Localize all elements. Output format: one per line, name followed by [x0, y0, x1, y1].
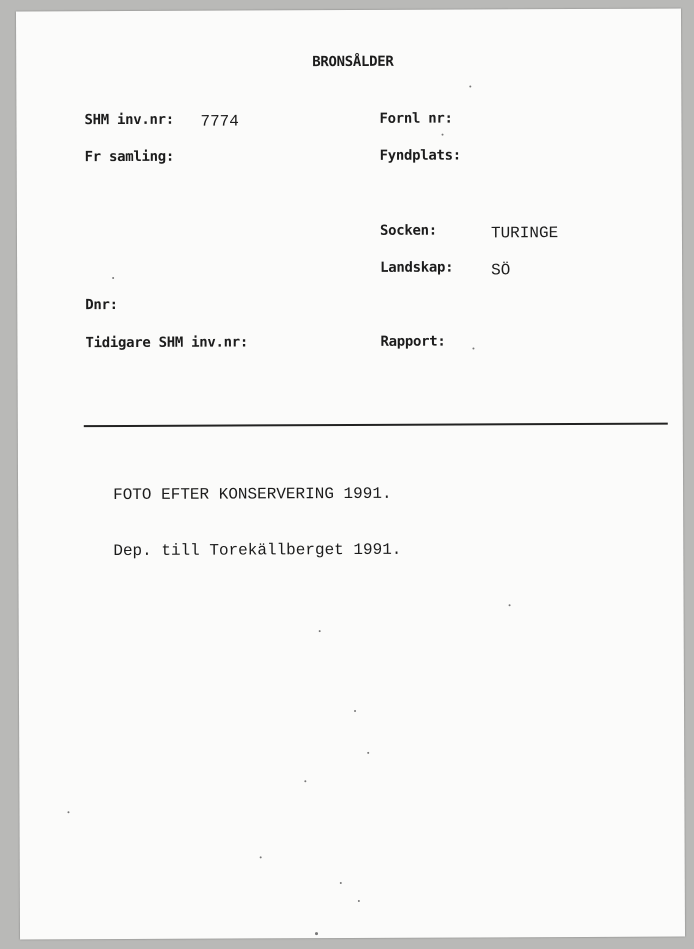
scan-speck: [260, 856, 262, 858]
scan-speck: [472, 347, 474, 349]
note-line: FOTO EFTER KONSERVERING 1991.: [113, 484, 392, 505]
scan-speck: [354, 710, 356, 712]
scan-speck: [509, 604, 511, 606]
scan-speck: [367, 752, 369, 754]
rapport-label: Rapport:: [380, 333, 446, 350]
landskap-label: Landskap:: [380, 259, 454, 276]
shm-inv-nr-label: SHM inv.nr:: [84, 111, 174, 129]
scan-speck: [112, 277, 114, 279]
scan-speck: [469, 85, 471, 87]
divider-line: [84, 423, 668, 428]
scan-speck: [67, 811, 69, 813]
dnr-label: Dnr:: [85, 297, 118, 314]
scan-speck: [319, 630, 321, 632]
scan-speck: [358, 900, 360, 902]
fyndplats-label: Fyndplats:: [379, 147, 461, 164]
shm-inv-nr-value: 7774: [200, 112, 239, 131]
scan-speck: [304, 780, 306, 782]
socken-label: Socken:: [379, 222, 437, 239]
socken-value: TURINGE: [490, 224, 559, 243]
scan-speck: [315, 932, 318, 935]
tidigare-shm-inv-nr-label: Tidigare SHM inv.nr:: [85, 334, 249, 352]
fornl-nr-label: Fornl nr:: [379, 110, 453, 127]
card-title: BRONSÅLDER: [312, 53, 394, 71]
note-line: Dep. till Torekällberget 1991.: [113, 540, 402, 561]
landskap-value: SÖ: [491, 261, 511, 280]
catalog-card: [16, 9, 685, 940]
scan-speck: [340, 882, 342, 884]
fr-samling-label: Fr samling:: [84, 148, 175, 166]
scan-speck: [442, 134, 444, 136]
